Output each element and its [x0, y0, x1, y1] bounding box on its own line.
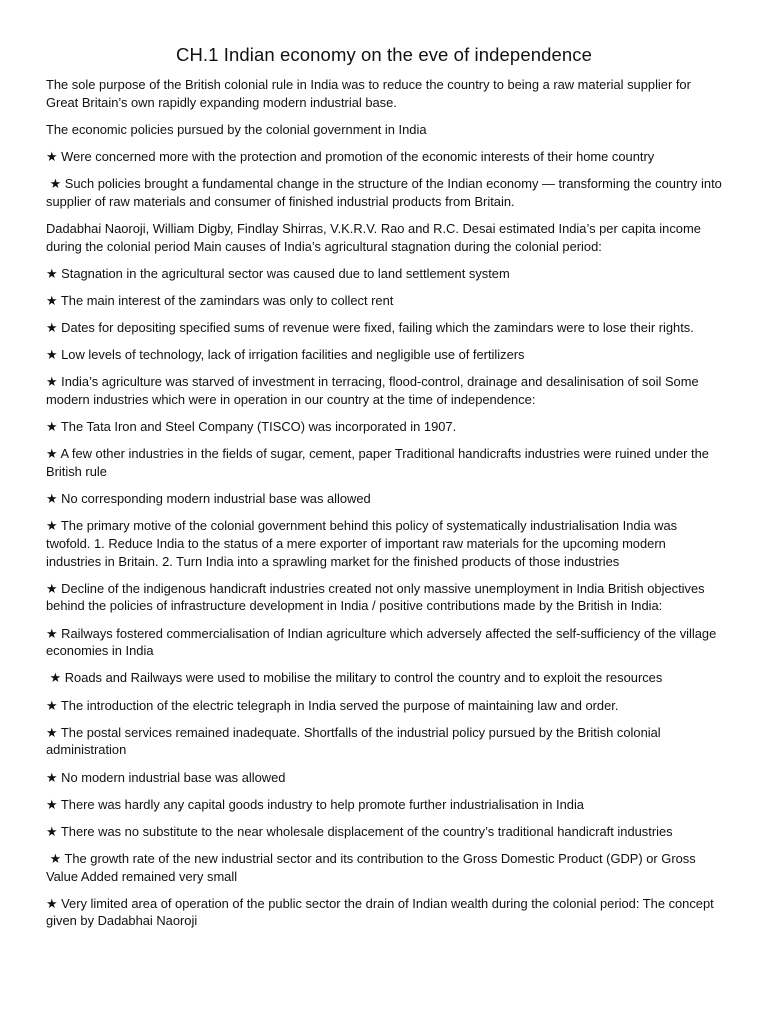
- paragraph-text: A few other industries in the fields of sugar, cement, paper Traditional handicrafts industries were ruined under the British rule: [46, 446, 709, 480]
- star-bullet-icon: ★: [46, 176, 65, 192]
- star-bullet-icon: ★: [46, 374, 62, 390]
- bullet-paragraph: [46, 445, 722, 480]
- star-bullet-icon: ★: [46, 518, 61, 534]
- text-paragraph: [46, 76, 722, 111]
- bullet-paragraph: [46, 580, 722, 615]
- text-paragraph: [46, 220, 722, 255]
- bullet-paragraph: [46, 346, 722, 364]
- bullet-paragraph: [46, 823, 722, 841]
- bullet-paragraph: [46, 418, 722, 436]
- paragraph-text: No corresponding modern industrial base was allowed: [61, 491, 371, 507]
- paragraph-text: Stagnation in the agricultural sector was caused due to land settlement system: [61, 265, 510, 281]
- document-title: CH.1 Indian economy on the eve of independence: [176, 44, 592, 65]
- text-paragraph: [46, 121, 722, 139]
- star-bullet-icon: ★: [46, 697, 61, 713]
- paragraph-text: The Tata Iron and Steel Company (TISCO) was incorporated in 1907.: [60, 419, 457, 435]
- bullet-paragraph: [46, 625, 722, 660]
- paragraph-text: There was hardly any capital goods industry to help promote further industrialisation in India: [60, 796, 584, 812]
- star-bullet-icon: ★: [46, 292, 61, 308]
- bullet-paragraph: [46, 769, 722, 787]
- document-body: [46, 76, 722, 930]
- star-bullet-icon: ★: [46, 724, 61, 740]
- paragraph-text: The primary motive of the colonial government behind this policy of systematically industrialisation India was twofold. 1. Reduce India to the status of a mere exporter of important raw materials for the upcoming modern industries in Britain. 2. Turn India into a sprawling market for the finished products of those industries: [46, 518, 678, 569]
- bullet-paragraph: [46, 850, 722, 885]
- star-bullet-icon: ★: [46, 148, 62, 164]
- star-bullet-icon: ★: [46, 419, 61, 435]
- paragraph-text: Railways fostered commercialisation of Indian agriculture which adversely affected the self-sufficiency of the village economies in India: [46, 625, 717, 659]
- paragraph-text: The growth rate of the new industrial sector and its contribution to the Gross Domestic Product (GDP) or Gross Value Added remained very small: [46, 851, 696, 884]
- bullet-paragraph: [46, 319, 722, 337]
- paragraph-text: Low levels of technology, lack of irrigation facilities and negligible use of fertilizers: [61, 347, 525, 363]
- star-bullet-icon: ★: [46, 796, 61, 812]
- bullet-paragraph: [46, 148, 722, 166]
- star-bullet-icon: ★: [46, 625, 62, 641]
- bullet-paragraph: [46, 175, 722, 210]
- star-bullet-icon: ★: [46, 769, 62, 785]
- paragraph-text: Such policies brought a fundamental change in the structure of the Indian economy — transforming the country into supplier of raw materials and consumer of finished industrial products from Britain.: [46, 176, 722, 209]
- bullet-paragraph: [46, 669, 722, 687]
- star-bullet-icon: ★: [46, 491, 62, 507]
- paragraph-text: There was no substitute to the near wholesale displacement of the country’s traditional handicraft industries: [60, 823, 673, 839]
- paragraph-text: Very limited area of operation of the public sector the drain of Indian wealth during the colonial period: The concept given by Dadabhai Naoroji: [46, 895, 714, 929]
- paragraph-text: Were concerned more with the protection and promotion of the economic interests of their home country: [61, 148, 655, 164]
- star-bullet-icon: ★: [46, 347, 62, 363]
- star-bullet-icon: ★: [46, 670, 65, 686]
- paragraph-text: The main interest of the zamindars was only to collect rent: [60, 292, 394, 308]
- paragraph-text: The sole purpose of the British colonial rule in India was to reduce the country to being a raw material supplier for Great Britain’s own rapidly expanding modern industrial base.: [46, 77, 691, 110]
- star-bullet-icon: ★: [46, 823, 61, 839]
- bullet-paragraph: [46, 796, 722, 814]
- star-bullet-icon: ★: [46, 851, 65, 867]
- paragraph-text: The introduction of the electric telegraph in India served the purpose of maintaining law and order.: [60, 697, 619, 713]
- bullet-paragraph: [46, 724, 722, 759]
- bullet-paragraph: [46, 292, 722, 310]
- bullet-paragraph: [46, 697, 722, 715]
- paragraph-text: The postal services remained inadequate. Shortfalls of the industrial policy pursued by the British colonial administration: [46, 724, 661, 758]
- star-bullet-icon: ★: [46, 895, 62, 911]
- paragraph-text: No modern industrial base was allowed: [61, 769, 286, 785]
- star-bullet-icon: ★: [46, 320, 62, 336]
- bullet-paragraph: [46, 373, 722, 408]
- bullet-paragraph: [46, 265, 722, 283]
- star-bullet-icon: ★: [46, 580, 62, 596]
- star-bullet-icon: ★: [46, 446, 61, 462]
- star-bullet-icon: ★: [46, 265, 62, 281]
- paragraph-text: Roads and Railways were used to mobilise the military to control the country and to exploit the resources: [64, 670, 663, 686]
- bullet-paragraph: [46, 490, 722, 508]
- paragraph-text: Decline of the indigenous handicraft industries created not only massive unemployment in India British objectives behind the policies of infrastructure development in India / positive contributions made by the British in India:: [46, 580, 705, 614]
- paragraph-text: The economic policies pursued by the colonial government in India: [46, 121, 427, 137]
- paragraph-text: Dadabhai Naoroji, William Digby, Findlay Shirras, V.K.R.V. Rao and R.C. Desai estimated India’s per capita income during the colonial period Main causes of India’s agricultural stagnation during the colonial period:: [46, 220, 701, 254]
- bullet-paragraph: [46, 517, 722, 570]
- bullet-paragraph: [46, 895, 722, 930]
- paragraph-text: India’s agriculture was starved of investment in terracing, flood-control, drainage and desalinisation of soil Some modern industries which were in operation in our country at the time of independence:: [46, 374, 699, 408]
- paragraph-text: Dates for depositing specified sums of revenue were fixed, failing which the zamindars were to lose their rights.: [61, 320, 694, 336]
